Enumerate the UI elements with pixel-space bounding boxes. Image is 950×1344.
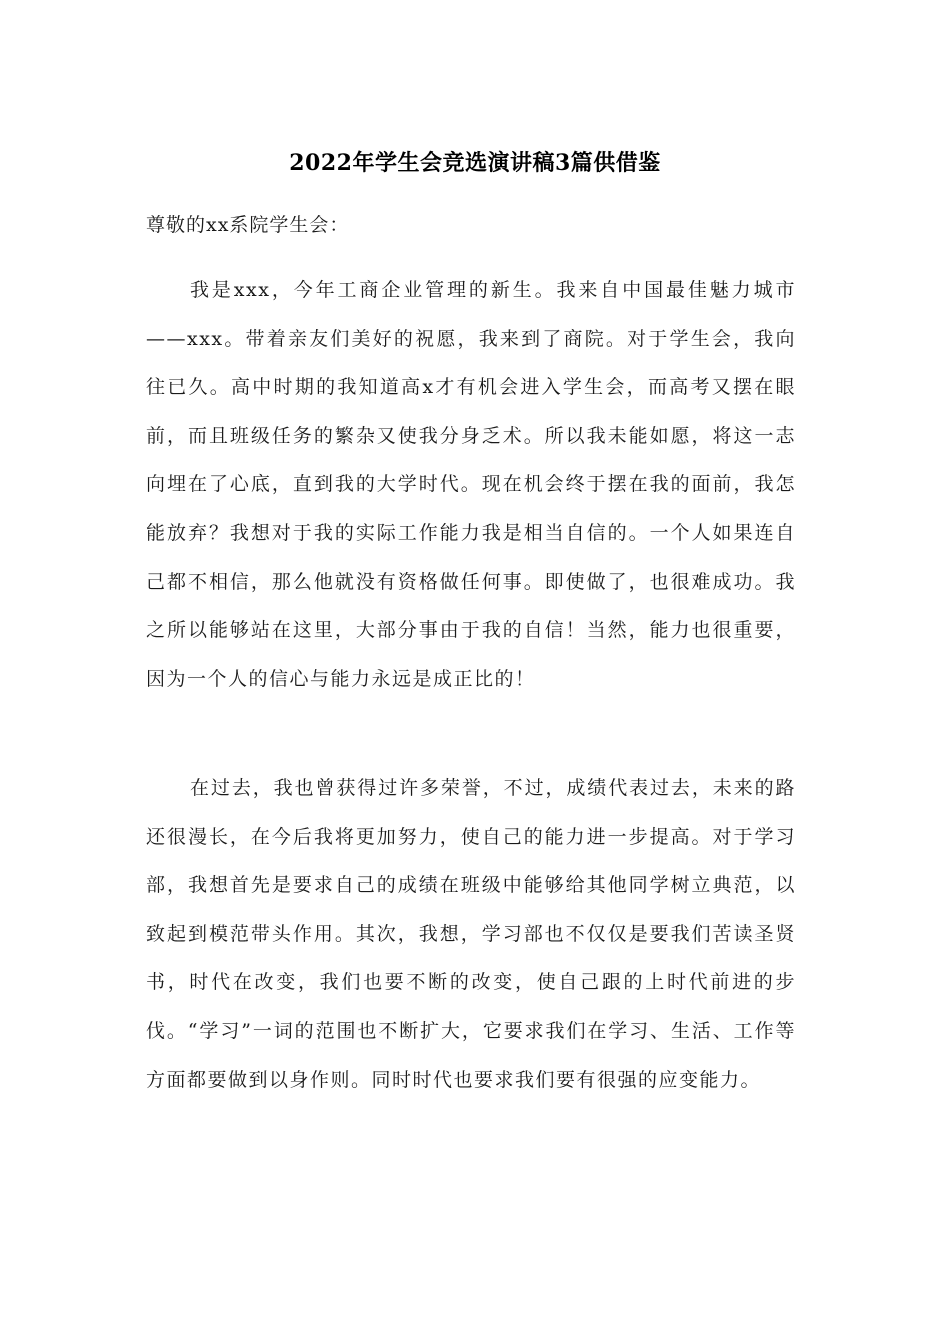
paragraph-1: 我是xxx，今年工商企业管理的新生。我来自中国最佳魅力城市——xxx。带着亲友们美好的祝愿，我来到了商院。对于学生会，我向往已久。高中时期的我知道高x才有机会进入学生会，而高考又摆在眼前，而且班级任务的繁杂又使我分身乏术。所以我未能如愿，将这一志向埋在了心底，直到我的大学时代。现在机会终于摆在我的面前，我怎能放弃？我想对于我的实际工作能力我是相当自信的。一个人如果连自己都不相信，那么他就没有资格做任何事。即使做了，也很难成功。我之所以能够站在这里，大部分事由于我的自信！当然，能力也很重要，因为一个人的信心与能力永远是成正比的！	[146, 279, 796, 690]
salutation: 尊敬的xx系院学生会：	[146, 214, 350, 236]
paragraph-2: 在过去，我也曾获得过许多荣誉，不过，成绩代表过去，未来的路还很漫长，在今后我将更加努力，使自己的能力进一步提高。对于学习部，我想首先是要求自己的成绩在班级中能够给其他同学树立典范，以致起到模范带头作用。其次，我想，学习部也不仅仅是要我们苦读圣贤书，时代在改变，我们也要不断的改变，使自己跟的上时代前进的步伐。“学习”一词的范围也不断扩大，它要求我们在学习、生活、工作等方面都要做到以身作则。同时时代也要求我们要有很强的应变能力。	[146, 777, 796, 1091]
document-title: 2022年学生会竞选演讲稿3篇供借鉴	[289, 150, 661, 176]
